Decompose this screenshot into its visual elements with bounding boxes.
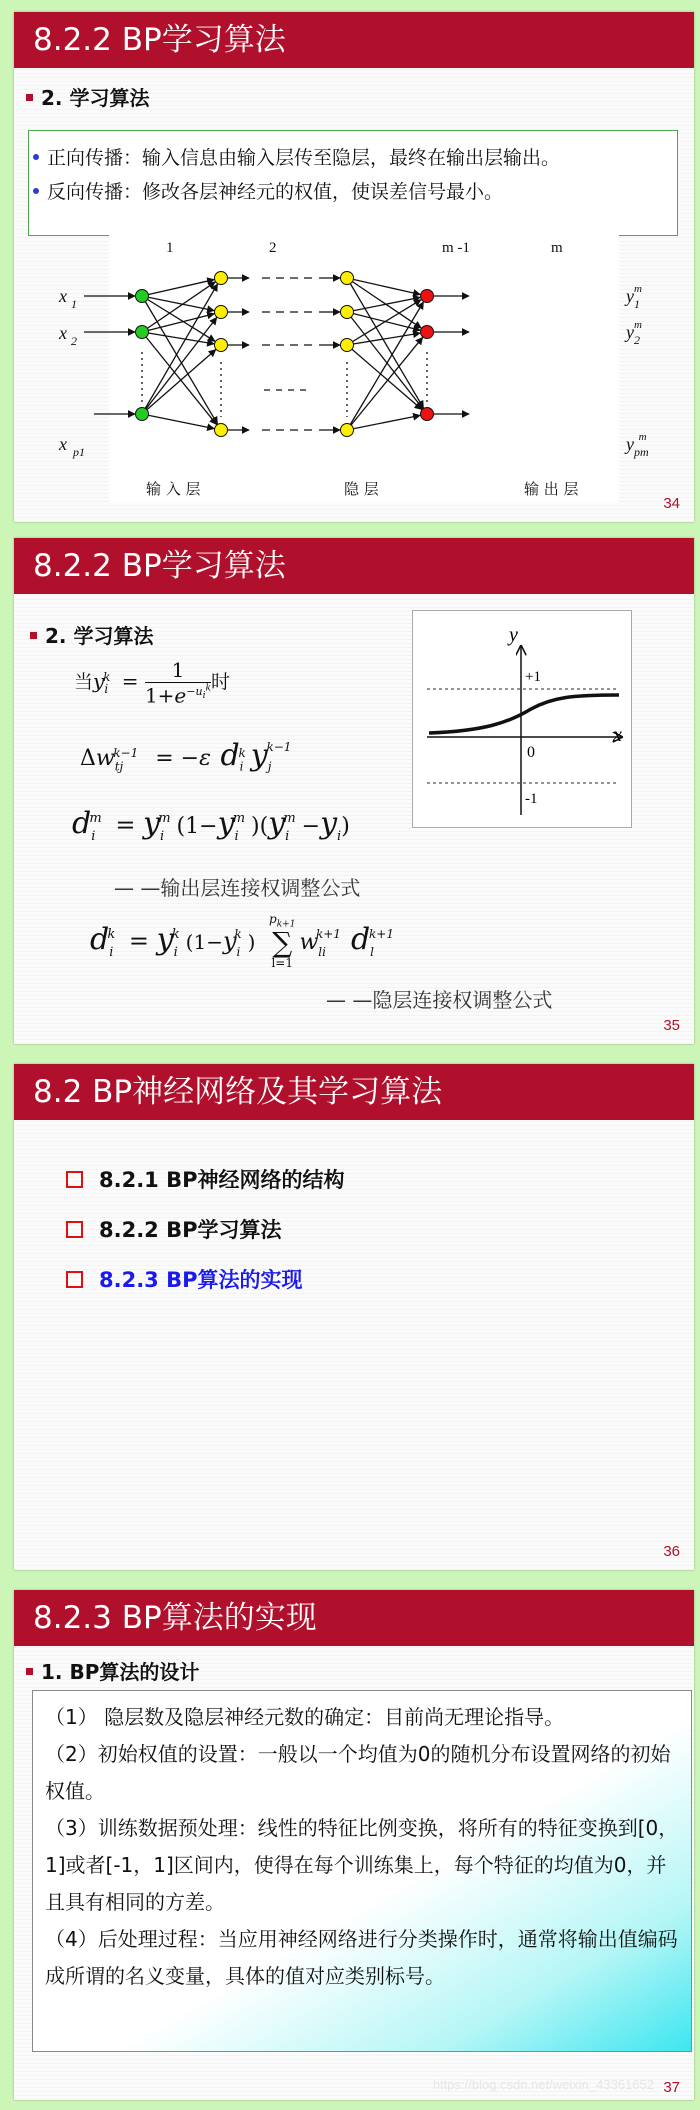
output-neuron — [421, 326, 434, 339]
layer-number-m-1: m -1 — [442, 240, 470, 256]
slide-34 — [14, 12, 694, 522]
sigmoid-y-label: y — [509, 624, 518, 646]
output-y2: $y_2m$ — [626, 319, 642, 347]
input-layer-label: 输 入 层 — [146, 480, 201, 498]
caption-hidden-layer: — —隐层连接权调整公式 — [326, 988, 553, 1012]
formula-activation: 当$y_i^k$ = 1 $1+e^{-u_i^k}$ 时 — [74, 658, 230, 708]
slide-title: 8.2.2 BP学习算法 — [14, 538, 694, 594]
input-neuron — [136, 326, 149, 339]
step-1: （1） 隐层数及隐层神经元数的确定：目前尚无理论指导。 — [45, 1705, 565, 1729]
section-heading: 2. 学习算法 — [26, 82, 149, 111]
bp-network-diagram — [14, 232, 694, 502]
input-xp1: x $_{p1}$ — [59, 434, 85, 459]
hidden-layer-label: 隐 层 — [344, 480, 379, 498]
slide-37 — [14, 1590, 694, 2100]
hidden-neuron — [341, 424, 354, 437]
hollow-square-icon — [66, 1221, 83, 1238]
square-bullet-icon — [26, 1668, 33, 1675]
slide-title: 8.2.2 BP学习算法 — [14, 12, 694, 68]
sigmoid-plus-one: +1 — [525, 669, 541, 685]
page-number: 37 — [663, 2079, 680, 2096]
blue-dot-icon — [33, 188, 39, 194]
sigmoid-x-label: x — [613, 724, 622, 746]
output-neuron — [421, 408, 434, 421]
caption-output-layer: — —输出层连接权调整公式 — [114, 876, 361, 900]
toc-item-8-2-3[interactable]: 8.2.3 BP算法的实现 — [66, 1264, 303, 1294]
step-2: （2）初始权值的设置：一般以一个均值为0的随机分布设置网络的初始权值。 — [45, 1742, 671, 1803]
step-3: （3）训练数据预处理：线性的特征比例变换，将所有的特征变换到[0，1]或者[-1，1]区间内，使得在每个训练集上，每个特征的均值为0，并且具有相同的方差。 — [45, 1816, 679, 1914]
slide-36 — [14, 1064, 694, 1570]
hidden-neuron — [215, 306, 228, 319]
hollow-square-icon — [66, 1271, 83, 1288]
section-heading: 2. 学习算法 — [30, 620, 153, 649]
input-x2: x $_2$ — [59, 323, 77, 348]
bullet-backward: 反向传播：修改各层神经元的权值，使误差信号最小。 — [29, 175, 677, 209]
hollow-square-icon — [66, 1171, 83, 1188]
toc-item-8-2-2[interactable]: 8.2.2 BP学习算法 — [66, 1214, 282, 1244]
input-neuron — [136, 408, 149, 421]
hidden-neuron — [215, 272, 228, 285]
square-bullet-icon — [26, 94, 33, 101]
bullet-forward: 正向传播：输入信息由输入层传至隐层，最终在输出层输出。 — [29, 141, 677, 175]
hidden-neuron — [341, 272, 354, 285]
output-layer-label: 输 出 层 — [524, 480, 579, 498]
definition-box — [28, 130, 678, 236]
square-bullet-icon — [30, 632, 37, 639]
hidden-neuron — [341, 339, 354, 352]
output-neuron — [421, 290, 434, 303]
toc-item-8-2-1[interactable]: 8.2.1 BP神经网络的结构 — [66, 1164, 345, 1194]
input-neuron — [136, 290, 149, 303]
slide-title: 8.2.3 BP算法的实现 — [14, 1590, 694, 1646]
sigmoid-zero: 0 — [527, 744, 535, 761]
page-number: 36 — [663, 1543, 680, 1560]
output-ypm: $y_{pm}m$ — [626, 431, 649, 459]
slide-title: 8.2 BP神经网络及其学习算法 — [14, 1064, 694, 1120]
section-heading: 1. BP算法的设计 — [26, 1656, 199, 1685]
output-y1: $y_1m$ — [626, 283, 642, 311]
page-number: 34 — [663, 495, 680, 512]
formula-output-layer: $d_i^m = y_i^m$ ($1-y_i^m$ )$(y_i^m -y_i)$ — [72, 806, 350, 844]
watermark: https://blog.csdn.net/weixin_43361652 — [432, 2077, 654, 2092]
page-number: 35 — [663, 1017, 680, 1034]
hidden-neuron — [215, 339, 228, 352]
sigmoid-minus-one: -1 — [525, 791, 538, 807]
sigmoid-graph — [412, 610, 632, 828]
layer-number-m: m — [551, 240, 563, 256]
layer-number-2: 2 — [269, 240, 277, 256]
slide-35 — [14, 538, 694, 1044]
formula-weight-update: $\Delta w_{tj}^{k-1} = -\varepsilon$ $d_i^k$ $y_j^{k-1}$ — [80, 738, 292, 774]
step-4: （4）后处理过程：当应用神经网络进行分类操作时，通常将输出值编码成所谓的名义变量，具体的值对应类别标号。 — [45, 1927, 678, 1988]
blue-dot-icon — [33, 154, 39, 160]
input-x1: x $_1$ — [59, 286, 77, 311]
hidden-neuron — [341, 306, 354, 319]
design-steps-box — [32, 1690, 692, 2052]
formula-hidden-layer: $d_i^k = y_i^k$ ($1-y_i^k$ ) $p_{k+1}$ ∑ l=1 $w_{li}^{k+1}$ $d_l^{k+1}$ — [90, 912, 394, 971]
hidden-neuron — [215, 424, 228, 437]
layer-number-1: 1 — [166, 240, 174, 256]
